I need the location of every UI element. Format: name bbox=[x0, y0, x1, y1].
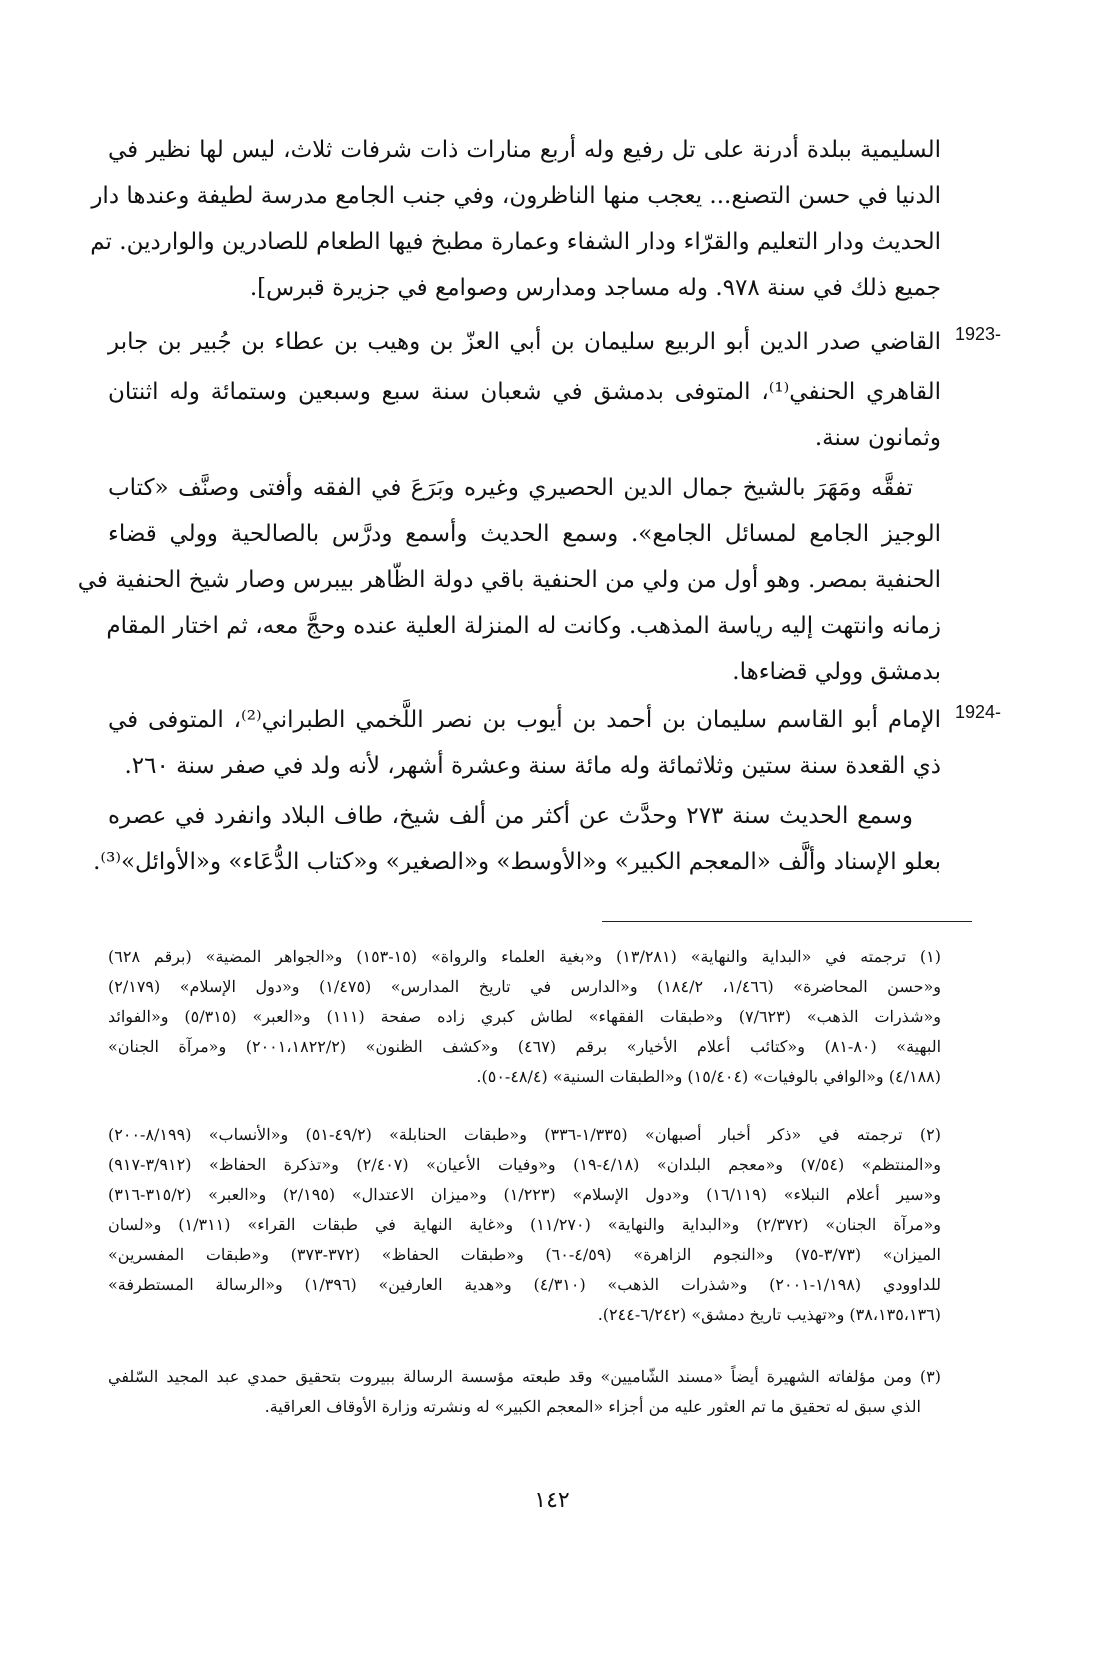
entry-number: 1923- bbox=[954, 324, 1001, 344]
footnote-line: و«حسن المحاضرة» (١/٤٦٦، ١٨٤/٢) و«الدارس في تاريخ المدارس» (١/٤٧٥) و«دول الإسلام» (٢/١٧٩) bbox=[108, 977, 942, 996]
entry-body-line: زمانه وانتهت إليه رياسة المذهب. وكانت له المنزلة العلية عنده وحجَّ معه، ثم اختار المقام bbox=[106, 613, 941, 639]
footnote-line: البهية» (٨٠-٨١) و«كتائب أعلام الأخيار» برقم (٤٦٧) و«كشف الظنون» (٢٠٠١،١٨٢٢/٢) و«مرآة الجنان» bbox=[108, 1037, 942, 1056]
page-number: ١٤٢ bbox=[534, 1488, 570, 1513]
text-line: الدنيا في حسن التصنع... يعجب منها الناظرون، وفي جنب الجامع مدرسة لطيفة وعندها دار bbox=[91, 183, 941, 209]
text-line: السليمية ببلدة أدرنة على تل رفيع وله أربع منارات ذات شرفات ثلاث، ليس لها نظير في bbox=[108, 137, 941, 163]
entry-heading-line: القاهري الحنفي⁽¹⁾، المتوفى بدمشق في شعبان سنة سبع وسبعين وستمائة وله اثنتان bbox=[108, 379, 941, 405]
footnote-line: الميزان» (٣/٧٣-٧٥) و«النجوم الزاهرة» (٤/٥٩-٦٠) و«طبقات الحفاظ» (٣٧٢-٣٧٣) و«طبقات المفسرين» bbox=[108, 1245, 941, 1264]
footnote-line: و«مرآة الجنان» (٢/٣٧٢) و«البداية والنهاية» (١١/٢٧٠) و«غاية النهاية في طبقات القراء» (١/٣١١) و«لسان bbox=[108, 1215, 941, 1234]
entry-heading-line: القاضي صدر الدين أبو الربيع سليمان بن أبي العزّ بن وهيب بن عطاء بن جُبير بن جابر bbox=[108, 329, 941, 355]
footnote-line: (٣٨،١٣٥،١٣٦) و«تهذيب تاريخ دمشق» (٦/٢٤٢-٢٤٤). bbox=[597, 1305, 941, 1324]
text-line: جميع ذلك في سنة ٩٧٨. وله مساجد ومدارس وصوامع في جزيرة قبرس]. bbox=[249, 275, 941, 301]
footnote-line: الذي سبق له تحقيق ما تم العثور عليه من أجزاء «المعجم الكبير» له ونشرته وزارة الأوقاف العراقية. bbox=[264, 1397, 921, 1416]
entry-body-line: وسمع الحديث سنة ٢٧٣ وحدَّث عن أكثر من ألف شيخ، طاف البلاد وانفرد في عصره bbox=[108, 803, 913, 829]
entry-number: 1924- bbox=[954, 702, 1001, 722]
entry-body-line: الوجيز الجامع لمسائل الجامع». وسمع الحديث وأسمع ودرَّس بالصالحية وولي قضاء bbox=[108, 521, 941, 547]
entry-heading-line: الإمام أبو القاسم سليمان بن أحمد بن أيوب بن نصر اللَّخمي الطبراني⁽²⁾، المتوفى في bbox=[108, 707, 941, 733]
footnote-line: (٢) ترجمته في «ذكر أخبار أصبهان» (١/٣٣٥-٣٣٦) و«طبقات الحنابلة» (٤٩/٢-٥١) و«الأنساب» (٨/١٩٩-٢٠٠) bbox=[108, 1125, 942, 1144]
footnote-line: و«المنتظم» (٧/٥٤) و«معجم البلدان» (٤/١٨-١٩) و«وفيات الأعيان» (٢/٤٠٧) و«تذكرة الحفاظ» (٣/٩١٢-٩١٧) bbox=[108, 1155, 941, 1174]
footnote-line: (٤/١٨٨) و«الوافي بالوفيات» (١٥/٤٠٤) و«الطبقات السنية» (٤٨/٤-٥٠). bbox=[476, 1067, 941, 1086]
entry-body-line: بعلو الإسناد وألَّف «المعجم الكبير» و«الأوسط» و«الصغير» و«كتاب الدُّعَاء» و«الأوائل»⁽³⁾. bbox=[93, 849, 941, 875]
text-line: الحديث ودار التعليم والقرّاء ودار الشفاء وعمارة مطبخ فيها الطعام للصادرين والواردين. تم bbox=[90, 229, 941, 255]
footnote-line: و«شذرات الذهب» (٧/٦٢٣) و«طبقات الفقهاء» لطاش كبري زاده صفحة (١١١) و«العبر» (٥/٣١٥) و«الفوائد bbox=[108, 1007, 941, 1026]
entry-body-line: تفقَّه ومَهَرَ بالشيخ جمال الدين الحصيري وغيره وبَرَعَ في الفقه وأفتى وصنَّف «كتاب bbox=[108, 475, 913, 501]
entry-heading-line: وثمانون سنة. bbox=[814, 425, 941, 451]
footnote-line: و«سير أعلام النبلاء» (١٦/١١٩) و«دول الإسلام» (١/٢٢٣) و«ميزان الاعتدال» (٢/١٩٥) و«العبر» (٣١٥/٢-٣١٦) bbox=[108, 1185, 941, 1204]
footnote-line: (٣) ومن مؤلفاته الشهيرة أيضاً «مسند الشّاميين» وقد طبعته مؤسسة الرسالة ببيروت بتحقيق حمدي عبد المجيد السّلفي bbox=[108, 1367, 941, 1386]
entry-heading-line: ذي القعدة سنة ستين وثلاثمائة وله مائة سنة وعشرة أشهر، لأنه ولد في صفر سنة ٢٦٠. bbox=[124, 753, 941, 779]
entry-body-line: بدمشق وولي قضاءها. bbox=[732, 659, 941, 685]
footnote-line: للداوودي (١/١٩٨-٢٠٠١) و«شذرات الذهب» (٤/٣١٠) و«هدية العارفين» (١/٣٩٦) و«الرسالة المستطرفة» bbox=[108, 1275, 942, 1294]
footnote-line: (١) ترجمته في «البداية والنهاية» (١٣/٢٨١) و«بغية العلماء والرواة» (١٥-١٥٣) و«الجواهر المضية» (برقم ٦٢٨) bbox=[108, 947, 942, 966]
footnote-separator bbox=[602, 921, 972, 922]
entry-body-line: الحنفية بمصر. وهو أول من ولي من الحنفية باقي دولة الظّاهر بيبرس وصار شيخ الحنفية في bbox=[77, 567, 941, 593]
